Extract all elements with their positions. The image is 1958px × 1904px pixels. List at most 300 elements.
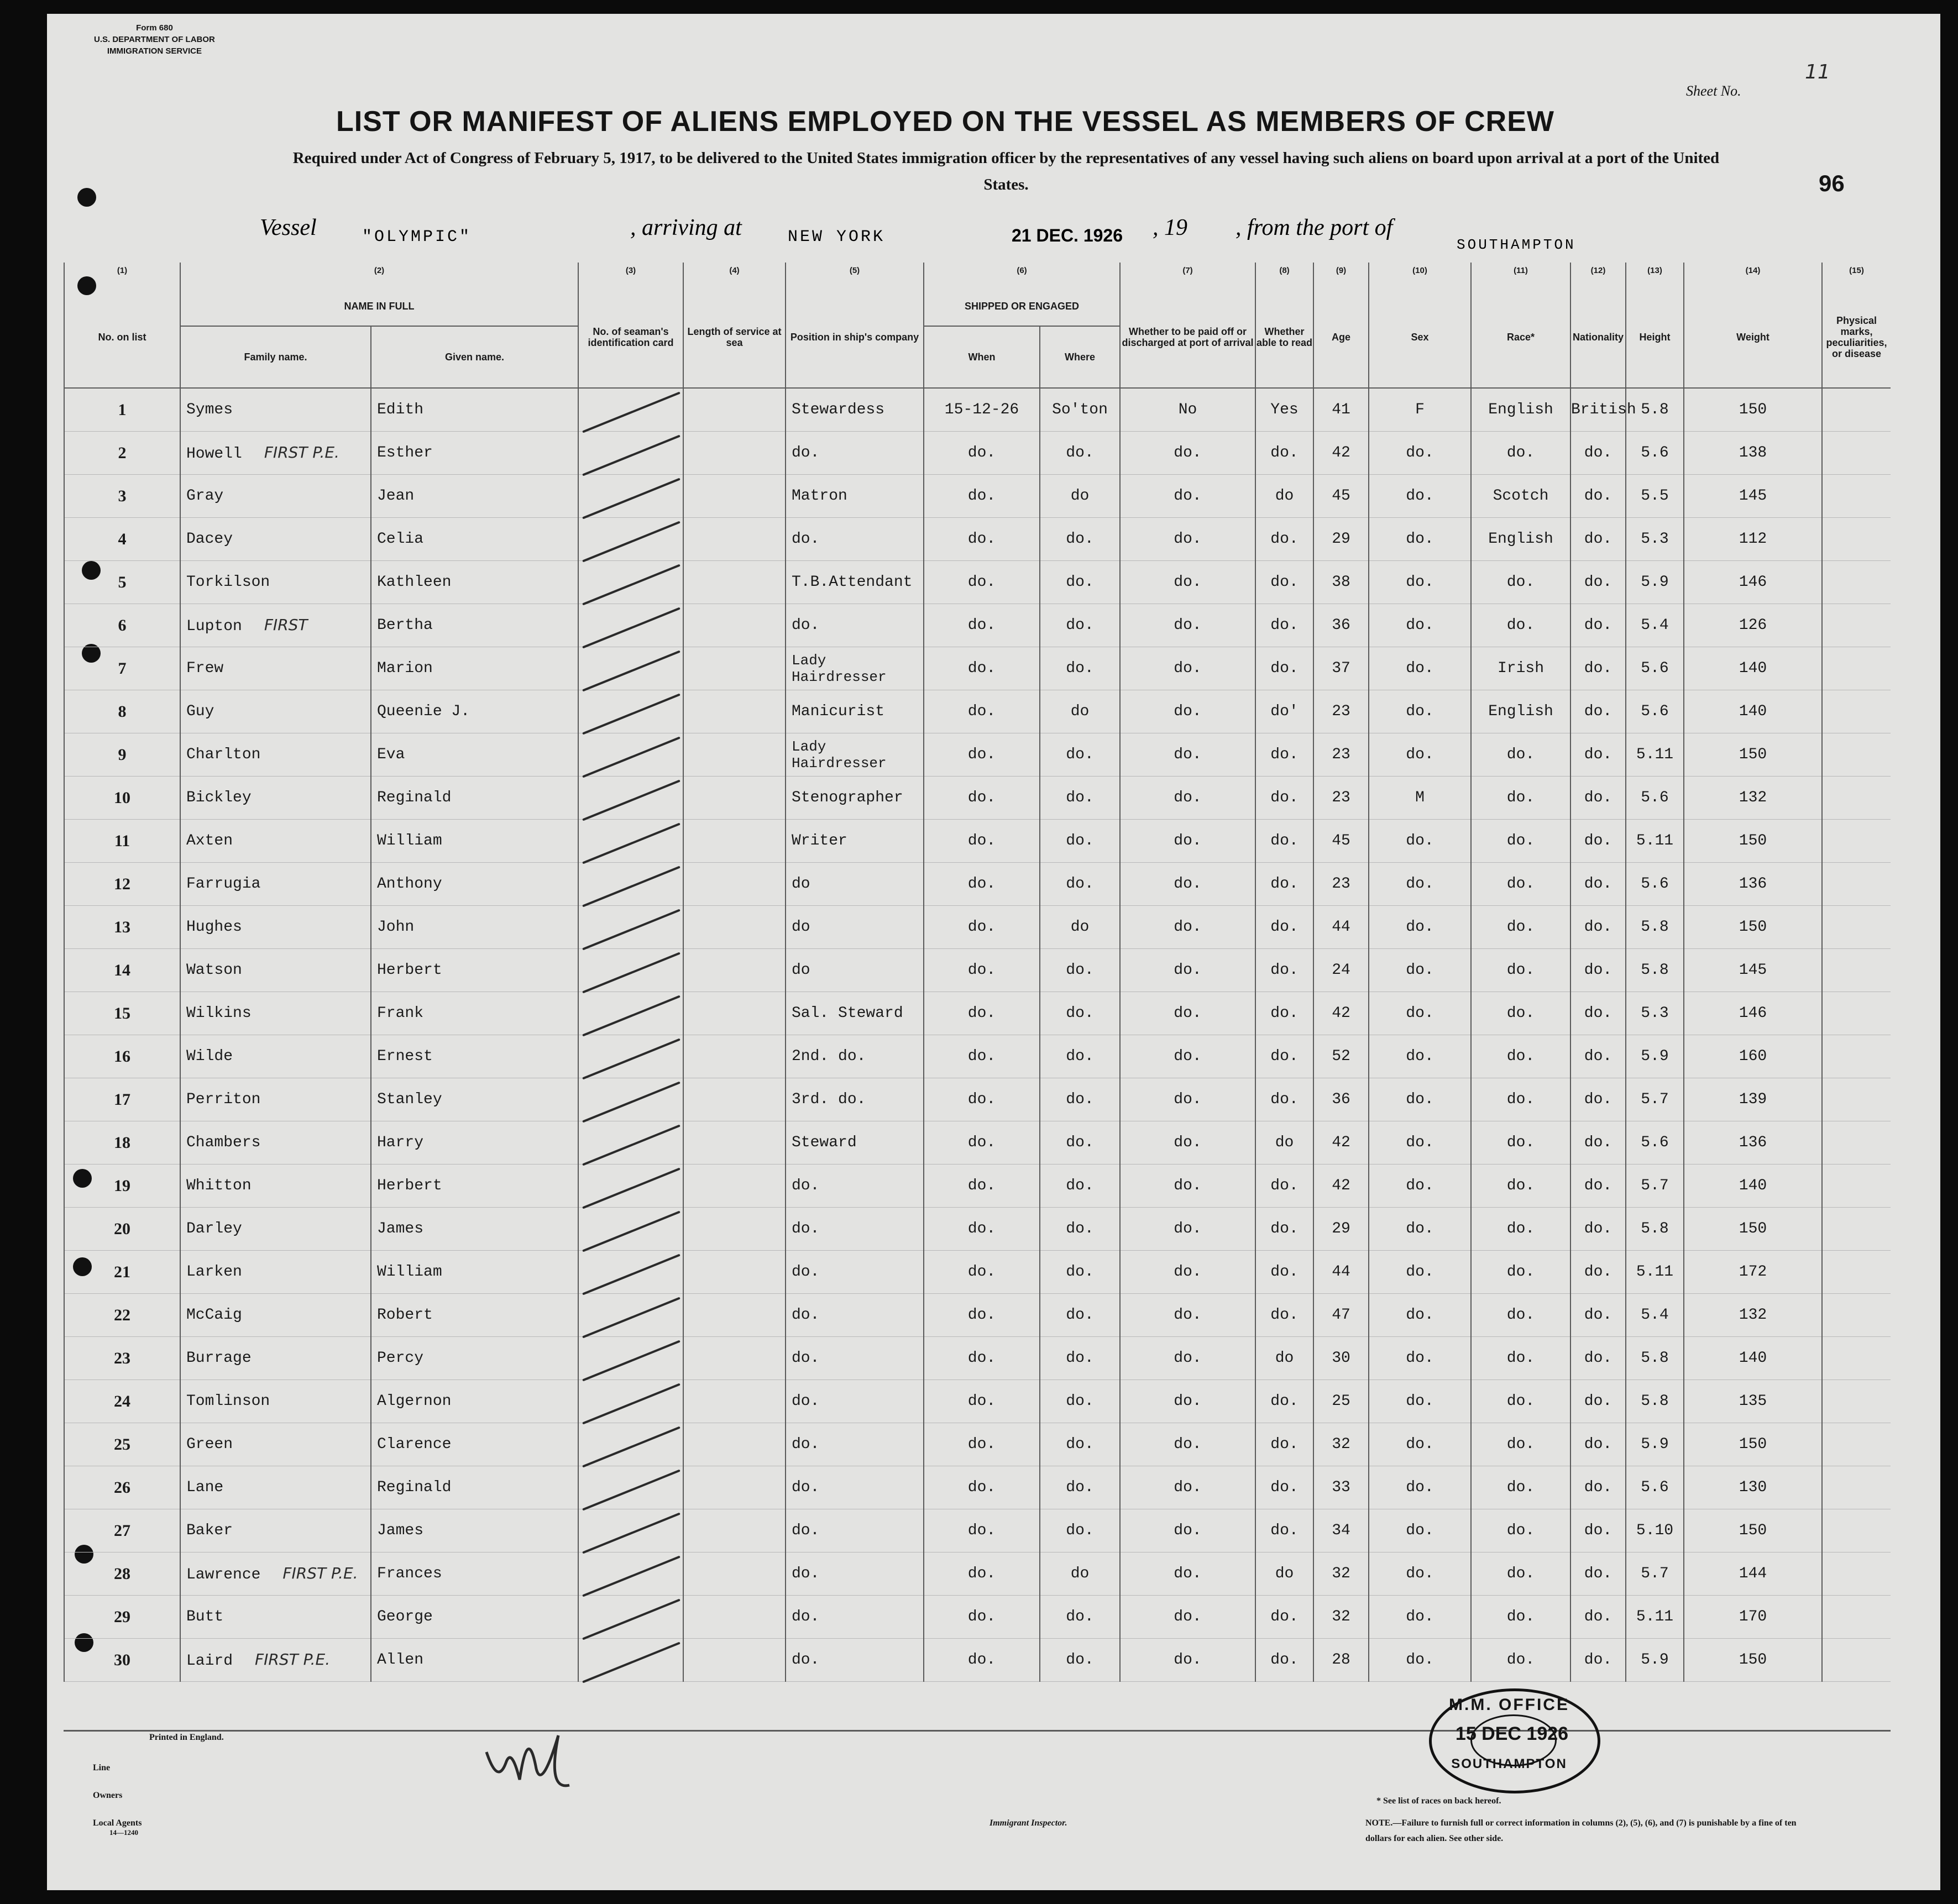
cell-length xyxy=(683,1509,786,1552)
cell-family xyxy=(180,1078,371,1121)
cell-given: Harry xyxy=(371,1121,578,1165)
cell-no: 30 xyxy=(64,1639,180,1682)
table-row xyxy=(64,475,1891,518)
cell-family xyxy=(180,1380,371,1423)
cell-family xyxy=(180,1509,371,1552)
sheet-number: 11 xyxy=(1805,61,1830,83)
cell-paid: do. xyxy=(1120,1165,1255,1208)
cell-position: Lady Hairdresser xyxy=(786,733,924,777)
arriving-port: NEW YORK xyxy=(788,228,886,246)
cell-read: do. xyxy=(1255,647,1313,690)
cell-age: 23 xyxy=(1313,690,1369,733)
stamp-office: M.M. OFFICE xyxy=(1449,1696,1569,1714)
col-15-num: (15) xyxy=(1822,263,1891,287)
cell-read: do. xyxy=(1255,604,1313,647)
header-height: Height xyxy=(1626,287,1684,388)
punch-hole xyxy=(77,188,96,207)
cell-family xyxy=(180,1251,371,1294)
cell-height: 5.8 xyxy=(1626,1208,1684,1251)
table-row xyxy=(64,1078,1891,1121)
cell-length xyxy=(683,432,786,475)
cell-id-card xyxy=(578,906,683,949)
cell-where: So'ton xyxy=(1040,388,1120,432)
cell-race: English xyxy=(1471,388,1570,432)
cell-length xyxy=(683,690,786,733)
cell-paid: do. xyxy=(1120,1639,1255,1682)
col-9-num: (9) xyxy=(1313,263,1369,287)
cell-physical xyxy=(1822,863,1891,906)
cell-when: do. xyxy=(924,1294,1040,1337)
cell-nationality: do. xyxy=(1570,1509,1626,1552)
cell-physical xyxy=(1822,992,1891,1035)
table-row xyxy=(64,1121,1891,1165)
cell-race: do. xyxy=(1471,1509,1570,1552)
cell-length xyxy=(683,1165,786,1208)
table-row xyxy=(64,1251,1891,1294)
cell-read: do. xyxy=(1255,992,1313,1035)
cell-position: 3rd. do. xyxy=(786,1078,924,1121)
cell-weight: 144 xyxy=(1684,1552,1822,1596)
table-row xyxy=(64,992,1891,1035)
cell-paid: do. xyxy=(1120,1208,1255,1251)
check-mark xyxy=(582,1168,680,1209)
cell-where: do. xyxy=(1040,1078,1120,1121)
cell-read: do. xyxy=(1255,733,1313,777)
check-mark xyxy=(582,1125,680,1166)
cell-read: do. xyxy=(1255,1035,1313,1078)
cell-no: 3 xyxy=(64,475,180,518)
cell-family xyxy=(180,690,371,733)
cell-sex: do. xyxy=(1369,1251,1471,1294)
cell-id-card xyxy=(578,820,683,863)
cell-weight: 136 xyxy=(1684,863,1822,906)
cell-race: do. xyxy=(1471,1552,1570,1596)
cell-age: 42 xyxy=(1313,1165,1369,1208)
cell-race: do. xyxy=(1471,949,1570,992)
printed-in: Printed in England. xyxy=(149,1733,224,1742)
cell-physical xyxy=(1822,388,1891,432)
cell-family xyxy=(180,820,371,863)
cell-race: do. xyxy=(1471,777,1570,820)
from-label: , from the port of xyxy=(1235,215,1393,240)
cell-given: Clarence xyxy=(371,1423,578,1466)
check-mark xyxy=(582,1642,680,1683)
cell-no: 5 xyxy=(64,561,180,604)
table-row xyxy=(64,1466,1891,1509)
cell-position: Stewardess xyxy=(786,388,924,432)
col-3-num: (3) xyxy=(578,263,683,287)
cell-id-card xyxy=(578,432,683,475)
cell-when: do. xyxy=(924,820,1040,863)
cell-height: 5.6 xyxy=(1626,1466,1684,1509)
arrival-date: 21 DEC. 1926 xyxy=(1012,225,1123,245)
cell-position: do. xyxy=(786,1596,924,1639)
check-mark xyxy=(582,1340,680,1382)
check-mark xyxy=(582,909,680,951)
cell-height: 5.9 xyxy=(1626,561,1684,604)
cell-nationality: do. xyxy=(1570,820,1626,863)
family-name: Chambers xyxy=(186,1134,261,1151)
cell-age: 33 xyxy=(1313,1466,1369,1509)
cell-where: do. xyxy=(1040,518,1120,561)
cell-length xyxy=(683,1552,786,1596)
cell-nationality: do. xyxy=(1570,1294,1626,1337)
cell-age: 41 xyxy=(1313,388,1369,432)
cell-weight: 140 xyxy=(1684,647,1822,690)
cell-nationality: do. xyxy=(1570,1552,1626,1596)
cell-when: do. xyxy=(924,1251,1040,1294)
cell-nationality: do. xyxy=(1570,1423,1626,1466)
cell-nationality: do. xyxy=(1570,1165,1626,1208)
cell-length xyxy=(683,1208,786,1251)
cell-given: James xyxy=(371,1509,578,1552)
table-row xyxy=(64,604,1891,647)
cell-where: do xyxy=(1040,475,1120,518)
cell-paid: No xyxy=(1120,388,1255,432)
cell-given: Esther xyxy=(371,432,578,475)
family-name: Whitton xyxy=(186,1177,252,1194)
cell-no: 7 xyxy=(64,647,180,690)
cell-nationality: do. xyxy=(1570,518,1626,561)
cell-weight: 150 xyxy=(1684,906,1822,949)
check-mark xyxy=(582,1426,680,1468)
table-row xyxy=(64,1639,1891,1682)
cell-length xyxy=(683,518,786,561)
cell-position: do xyxy=(786,863,924,906)
cell-given: Anthony xyxy=(371,863,578,906)
cell-age: 36 xyxy=(1313,604,1369,647)
cell-position: do. xyxy=(786,518,924,561)
cell-read: do. xyxy=(1255,1294,1313,1337)
cell-position: do. xyxy=(786,432,924,475)
cell-physical xyxy=(1822,475,1891,518)
cell-where: do. xyxy=(1040,1639,1120,1682)
cell-physical xyxy=(1822,1380,1891,1423)
cell-given: Frank xyxy=(371,992,578,1035)
cell-when: do. xyxy=(924,518,1040,561)
cell-no: 20 xyxy=(64,1208,180,1251)
cell-age: 45 xyxy=(1313,475,1369,518)
cell-read: do. xyxy=(1255,518,1313,561)
cell-race: do. xyxy=(1471,1596,1570,1639)
cell-read: do. xyxy=(1255,777,1313,820)
cell-id-card xyxy=(578,1509,683,1552)
cell-length xyxy=(683,647,786,690)
header-family-name: Family name. xyxy=(180,326,371,388)
family-name: Frew xyxy=(186,660,224,677)
cell-nationality: do. xyxy=(1570,949,1626,992)
penalty-note: NOTE.—Failure to furnish full or correct information in columns (2), (5), (6), and (7) is punishable by a fine of ten dollars for each alien. See other side. xyxy=(1365,1818,1797,1843)
cell-no: 8 xyxy=(64,690,180,733)
header-name-in-full: NAME IN FULL xyxy=(180,287,578,326)
cell-id-card xyxy=(578,1466,683,1509)
cell-physical xyxy=(1822,777,1891,820)
local-agents-label: Local Agents xyxy=(93,1818,142,1828)
cell-height: 5.6 xyxy=(1626,690,1684,733)
cell-family xyxy=(180,906,371,949)
cell-given: Stanley xyxy=(371,1078,578,1121)
header-length-service: Length of service at sea xyxy=(683,287,786,388)
family-name: Watson xyxy=(186,962,242,979)
cell-where: do. xyxy=(1040,820,1120,863)
col-10-num: (10) xyxy=(1369,263,1471,287)
cell-no: 10 xyxy=(64,777,180,820)
check-mark xyxy=(582,607,680,649)
cell-family xyxy=(180,949,371,992)
crew-manifest-table xyxy=(64,263,1891,1682)
cell-nationality: do. xyxy=(1570,733,1626,777)
cell-age: 32 xyxy=(1313,1552,1369,1596)
cell-length xyxy=(683,475,786,518)
cell-given: Robert xyxy=(371,1294,578,1337)
cell-position: do. xyxy=(786,604,924,647)
cell-sex: do. xyxy=(1369,1294,1471,1337)
cell-family xyxy=(180,1552,371,1596)
arriving-label: , arriving at xyxy=(630,215,742,240)
cell-physical xyxy=(1822,518,1891,561)
cell-family xyxy=(180,1639,371,1682)
cell-paid: do. xyxy=(1120,1466,1255,1509)
document-title: LIST OR MANIFEST OF ALIENS EMPLOYED ON THE VESSEL AS MEMBERS OF CREW xyxy=(336,106,1554,138)
cell-position: do. xyxy=(786,1552,924,1596)
cell-family xyxy=(180,1165,371,1208)
table-row xyxy=(64,863,1891,906)
cell-id-card xyxy=(578,863,683,906)
cell-race: do. xyxy=(1471,1423,1570,1466)
cell-given: Percy xyxy=(371,1337,578,1380)
check-mark xyxy=(582,1383,680,1425)
cell-where: do. xyxy=(1040,1509,1120,1552)
column-number-row xyxy=(64,263,1891,287)
form-code: 14—1240 xyxy=(109,1828,138,1837)
cell-paid: do. xyxy=(1120,992,1255,1035)
cell-nationality: do. xyxy=(1570,432,1626,475)
cell-length xyxy=(683,1466,786,1509)
cell-race: do. xyxy=(1471,820,1570,863)
cell-race: do. xyxy=(1471,1078,1570,1121)
family-name: Lane xyxy=(186,1479,224,1496)
cell-height: 5.8 xyxy=(1626,906,1684,949)
col-13-num: (13) xyxy=(1626,263,1684,287)
cell-height: 5.8 xyxy=(1626,1380,1684,1423)
check-mark xyxy=(582,694,680,735)
cell-weight: 150 xyxy=(1684,820,1822,863)
cell-given: Queenie J. xyxy=(371,690,578,733)
cell-length xyxy=(683,733,786,777)
cell-where: do. xyxy=(1040,992,1120,1035)
cell-sex: do. xyxy=(1369,647,1471,690)
cell-paid: do. xyxy=(1120,432,1255,475)
cell-no: 2 xyxy=(64,432,180,475)
family-name: Dacey xyxy=(186,531,233,548)
cell-when: do. xyxy=(924,1337,1040,1380)
cell-when: do. xyxy=(924,949,1040,992)
cell-race: do. xyxy=(1471,1165,1570,1208)
cell-race: do. xyxy=(1471,1380,1570,1423)
family-name: Butt xyxy=(186,1608,224,1625)
cell-no: 9 xyxy=(64,733,180,777)
cell-physical xyxy=(1822,1552,1891,1596)
table-row xyxy=(64,1509,1891,1552)
cell-read: do. xyxy=(1255,1208,1313,1251)
cell-nationality: do. xyxy=(1570,690,1626,733)
cell-physical xyxy=(1822,1423,1891,1466)
cell-sex: do. xyxy=(1369,690,1471,733)
cell-where: do. xyxy=(1040,949,1120,992)
cell-where: do. xyxy=(1040,561,1120,604)
cell-length xyxy=(683,1251,786,1294)
cell-race: English xyxy=(1471,690,1570,733)
cell-paid: do. xyxy=(1120,518,1255,561)
cell-given: James xyxy=(371,1208,578,1251)
cell-id-card xyxy=(578,1208,683,1251)
cell-family xyxy=(180,475,371,518)
cell-weight: 146 xyxy=(1684,992,1822,1035)
cell-race: do. xyxy=(1471,906,1570,949)
cell-age: 23 xyxy=(1313,733,1369,777)
cell-paid: do. xyxy=(1120,949,1255,992)
cell-position: do xyxy=(786,906,924,949)
check-mark xyxy=(582,564,680,606)
cell-when: do. xyxy=(924,1466,1040,1509)
cell-given: Reginald xyxy=(371,1466,578,1509)
cell-position: do. xyxy=(786,1294,924,1337)
cell-read: do. xyxy=(1255,1251,1313,1294)
cell-physical xyxy=(1822,561,1891,604)
cell-given: Eva xyxy=(371,733,578,777)
manifest-rows xyxy=(64,388,1891,1682)
family-name: McCaig xyxy=(186,1307,242,1324)
table-row xyxy=(64,432,1891,475)
family-name: Lupton xyxy=(186,618,242,635)
handwritten-note: FIRST P.E. xyxy=(264,443,339,461)
handwritten-note: FIRST P.E. xyxy=(282,1564,358,1582)
vessel-name: "OLYMPIC" xyxy=(362,228,472,246)
cell-race: do. xyxy=(1471,992,1570,1035)
cell-read: do. xyxy=(1255,432,1313,475)
col-8-num: (8) xyxy=(1255,263,1313,287)
cell-nationality: do. xyxy=(1570,475,1626,518)
cell-age: 32 xyxy=(1313,1423,1369,1466)
cell-id-card xyxy=(578,1165,683,1208)
cell-height: 5.11 xyxy=(1626,1251,1684,1294)
cell-physical xyxy=(1822,1251,1891,1294)
cell-nationality: do. xyxy=(1570,1466,1626,1509)
col-5-num: (5) xyxy=(786,263,924,287)
family-name: Wilkins xyxy=(186,1005,252,1022)
cell-physical xyxy=(1822,1596,1891,1639)
cell-position: Manicurist xyxy=(786,690,924,733)
cell-no: 19 xyxy=(64,1165,180,1208)
cell-race: do. xyxy=(1471,1251,1570,1294)
cell-id-card xyxy=(578,561,683,604)
cell-sex: do. xyxy=(1369,1423,1471,1466)
cell-physical xyxy=(1822,604,1891,647)
cell-where: do. xyxy=(1040,1337,1120,1380)
check-mark xyxy=(582,651,680,692)
table-row xyxy=(64,561,1891,604)
cell-physical xyxy=(1822,1035,1891,1078)
cell-where: do. xyxy=(1040,1121,1120,1165)
cell-weight: 172 xyxy=(1684,1251,1822,1294)
cell-paid: do. xyxy=(1120,906,1255,949)
family-name: Lawrence xyxy=(186,1566,261,1583)
check-mark xyxy=(582,392,680,433)
cell-height: 5.11 xyxy=(1626,1596,1684,1639)
header-weight: Weight xyxy=(1684,287,1822,388)
cell-given: Bertha xyxy=(371,604,578,647)
cell-id-card xyxy=(578,475,683,518)
col-7-num: (7) xyxy=(1120,263,1255,287)
cell-where: do. xyxy=(1040,604,1120,647)
cell-paid: do. xyxy=(1120,1035,1255,1078)
cell-when: do. xyxy=(924,1121,1040,1165)
cell-when: do. xyxy=(924,1035,1040,1078)
cell-when: do. xyxy=(924,432,1040,475)
cell-weight: 140 xyxy=(1684,690,1822,733)
cell-paid: do. xyxy=(1120,1509,1255,1552)
header-race: Race* xyxy=(1471,287,1570,388)
cell-paid: do. xyxy=(1120,1121,1255,1165)
cell-race: do. xyxy=(1471,1294,1570,1337)
cell-nationality: do. xyxy=(1570,1208,1626,1251)
table-row xyxy=(64,388,1891,432)
cell-id-card xyxy=(578,1337,683,1380)
cell-when: do. xyxy=(924,1380,1040,1423)
cell-physical xyxy=(1822,820,1891,863)
cell-read: Yes xyxy=(1255,388,1313,432)
cell-given: Herbert xyxy=(371,1165,578,1208)
cell-nationality: do. xyxy=(1570,604,1626,647)
cell-height: 5.8 xyxy=(1626,1337,1684,1380)
cell-paid: do. xyxy=(1120,1380,1255,1423)
cell-age: 42 xyxy=(1313,992,1369,1035)
cell-race: do. xyxy=(1471,1035,1570,1078)
cell-physical xyxy=(1822,1639,1891,1682)
cell-family xyxy=(180,1035,371,1078)
cell-weight: 112 xyxy=(1684,518,1822,561)
check-mark xyxy=(582,1254,680,1295)
cell-physical xyxy=(1822,1294,1891,1337)
cell-length xyxy=(683,1639,786,1682)
header-shipped: SHIPPED OR ENGAGED xyxy=(924,287,1120,326)
header-row-top xyxy=(64,287,1891,326)
cell-age: 29 xyxy=(1313,1208,1369,1251)
cell-age: 25 xyxy=(1313,1380,1369,1423)
cell-read: do. xyxy=(1255,906,1313,949)
cell-when: do. xyxy=(924,992,1040,1035)
cell-family xyxy=(180,992,371,1035)
cell-length xyxy=(683,777,786,820)
cell-height: 5.4 xyxy=(1626,604,1684,647)
cell-sex: M xyxy=(1369,777,1471,820)
family-name: Larken xyxy=(186,1263,242,1281)
cell-where: do. xyxy=(1040,432,1120,475)
cell-position: do. xyxy=(786,1509,924,1552)
check-mark xyxy=(582,1211,680,1252)
cell-where: do. xyxy=(1040,1423,1120,1466)
cell-position: do. xyxy=(786,1251,924,1294)
table-row xyxy=(64,1596,1891,1639)
table-row xyxy=(64,777,1891,820)
cell-when: do. xyxy=(924,1596,1040,1639)
cell-read: do xyxy=(1255,1337,1313,1380)
cell-read: do. xyxy=(1255,561,1313,604)
cell-nationality: do. xyxy=(1570,1337,1626,1380)
check-mark xyxy=(582,780,680,821)
table-row xyxy=(64,690,1891,733)
cell-given: Marion xyxy=(371,647,578,690)
